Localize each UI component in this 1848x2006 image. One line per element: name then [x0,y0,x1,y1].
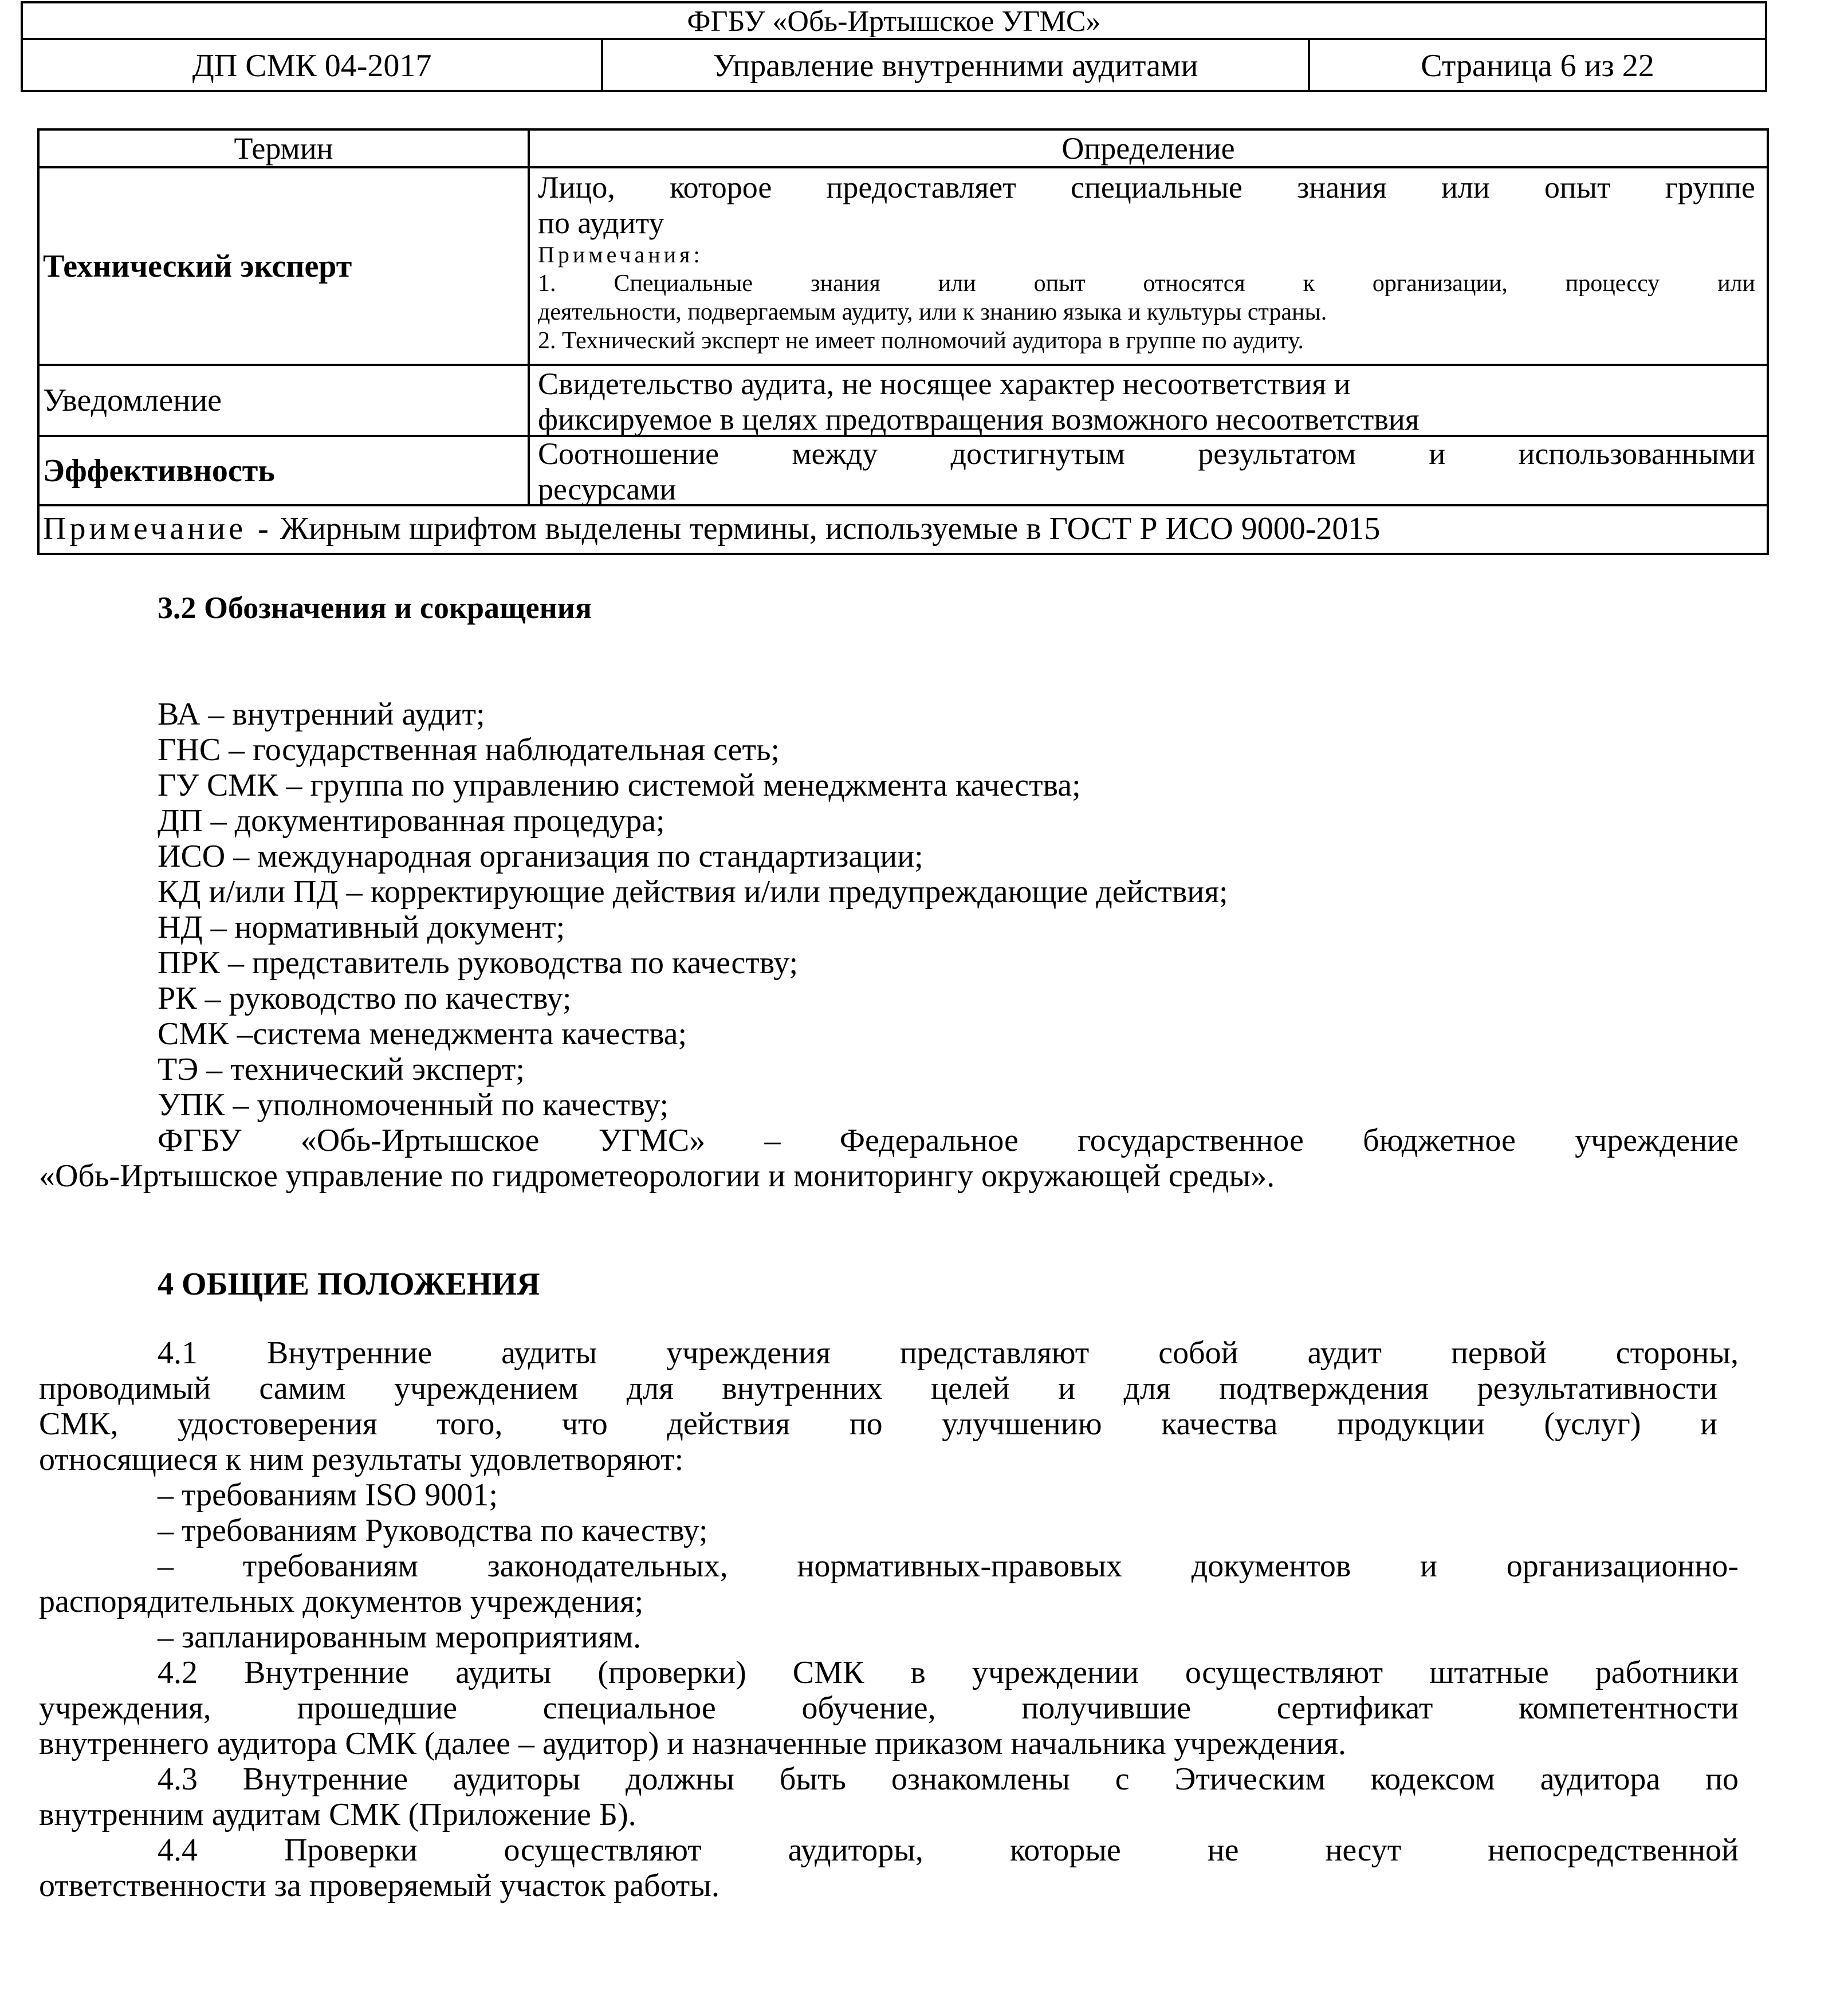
list-item: – требованиям ISO 9001; [158,1477,498,1513]
abbreviation-item: ГНС – государственная наблюдательная сеть; [158,732,780,768]
paragraph-line: 4.2 Внутренние аудиты (проверки) СМК в учреждении осуществляют штатные работники [158,1655,1739,1690]
paragraph-line: внутренним аудитам СМК (Приложение Б). [39,1797,636,1832]
definition-technical-expert [538,170,1755,355]
section-3-2-heading: 3.2 Обозначения и сокращения [158,591,592,625]
definition-line: по аудиту [538,206,665,240]
note-line: 2. Технический эксперт не имеет полномочий аудитора в группе по аудиту. [538,328,1304,354]
definition-notification [538,366,1755,437]
definition-line: фиксируемое в целях предотвращения возможного несоответствия [538,402,1420,436]
abbreviation-item: ИСО – международная организация по стандартизации; [158,839,923,874]
list-item: – требованиям законодательных, нормативных-правовых документов и организационно- [158,1548,1739,1584]
abbreviation-item: ТЭ – технический эксперт; [158,1052,525,1087]
definition-efficiency [538,436,1755,507]
header-org: ФГБУ «Обь-Иртышское УГМС» [23,3,1765,40]
term-label: Эффективность [43,453,275,489]
definition-line: Лицо, которое предоставляет специальные знания или опыт группе [538,170,1755,204]
term-label: Технический эксперт [43,248,352,284]
requirements-list [39,1477,1739,1655]
paragraph-line: относящиеся к ним результаты удовлетворяют: [39,1442,684,1477]
section-4-heading: 4 ОБЩИЕ ПОЛОЖЕНИЯ [158,1266,540,1302]
term-efficiency [43,437,524,504]
list-item-continuation: распорядительных документов учреждения; [39,1584,644,1619]
abbreviation-item: НД – нормативный документ; [158,910,565,945]
term-label: Уведомление [43,383,222,418]
paragraph-line: ответственности за проверяемый участок работы. [39,1868,719,1903]
header-page-number: Страница 6 из 22 [1421,48,1654,84]
paragraph-line: 4.3 Внутренние аудиторы должны быть ознакомлены с Этическим кодексом аудитора по [158,1761,1739,1797]
footnote-label: Примечание - [43,511,272,546]
table-header-definition: Определение [1061,131,1235,166]
paragraph-line: 4.4 Проверки осуществляют аудиторы, которые не несут непосредственной [158,1832,1739,1868]
abbreviation-item: УПК – уполномоченный по качеству; [158,1087,669,1123]
footnote-text: Жирным шрифтом выделены термины, используемые в ГОСТ Р ИСО 9000-2015 [280,511,1381,546]
paragraph-line: «Обь-Иртышское управление по гидрометеорологии и мониторингу окружающей среды». [39,1158,1275,1194]
paragraph-4-4 [39,1832,1739,1903]
abbreviations-list [158,697,1739,1123]
list-item: – требованиям Руководства по качеству; [158,1513,708,1548]
table-footnote [43,505,1755,552]
paragraph-line: СМК, удостоверения того, что действия по улучшению качества продукции (услуг) и [39,1406,1717,1442]
note-line: деятельности, подвергаемым аудиту, или к знанию языка и культуры страны. [538,299,1327,325]
terms-table [37,128,1769,555]
definition-line: Свидетельство аудита, не носящее характер несоответствия и [538,367,1351,401]
abbreviation-item: КД и/или ПД – корректирующие действия и/или предупреждающие действия; [158,874,1228,910]
term-notification [43,366,524,435]
abbreviation-item: СМК –система менеджмента качества; [158,1016,687,1052]
abbreviation-item: РК – руководство по качеству; [158,981,572,1016]
term-technical-expert [43,168,524,364]
paragraph-4-3 [39,1761,1739,1832]
paragraph-line: проводимый самим учреждением для внутренних целей и для подтверждения результативности [39,1371,1717,1406]
list-item: – запланированным мероприятиям. [158,1619,642,1655]
note-line: 1. Специальные знания или опыт относятся к организации, процессу или [538,270,1755,297]
table-header-term: Термин [234,131,333,166]
paragraph-4-2 [39,1655,1739,1761]
paragraph-line: учреждения, прошедшие специальное обучение, получившие сертификат компетентности [39,1690,1739,1726]
abbreviation-item: ДП – документированная процедура; [158,803,665,839]
abbreviation-item-fgbu [39,1123,1739,1194]
definition-line: Соотношение между достигнутым результатом и использованными [538,436,1755,471]
paragraph-line: 4.1 Внутренние аудиты учреждения представляют собой аудит первой стороны, [158,1335,1739,1371]
paragraph-4-1 [39,1335,1739,1477]
paragraph-line: внутреннего аудитора СМК (далее – аудитор) и назначенные приказом начальника учреждения. [39,1726,1347,1761]
table-column-divider [528,131,530,504]
abbreviation-item: ГУ СМК – группа по управлению системой менеджмента качества; [158,768,1081,803]
abbreviation-item: ВА – внутренний аудит; [158,697,485,732]
document-header [21,1,1767,92]
header-doc-code: ДП СМК 04-2017 [23,40,603,92]
abbreviation-item: ПРК – представитель руководства по качеству; [158,945,799,981]
definition-line: ресурсами [538,472,677,506]
notes-label: Примечания: [538,242,703,268]
header-doc-title: Управление внутренними аудитами [603,40,1310,92]
paragraph-line: ФГБУ «Обь-Иртышское УГМС» – Федеральное государственное бюджетное учреждение [158,1123,1739,1158]
